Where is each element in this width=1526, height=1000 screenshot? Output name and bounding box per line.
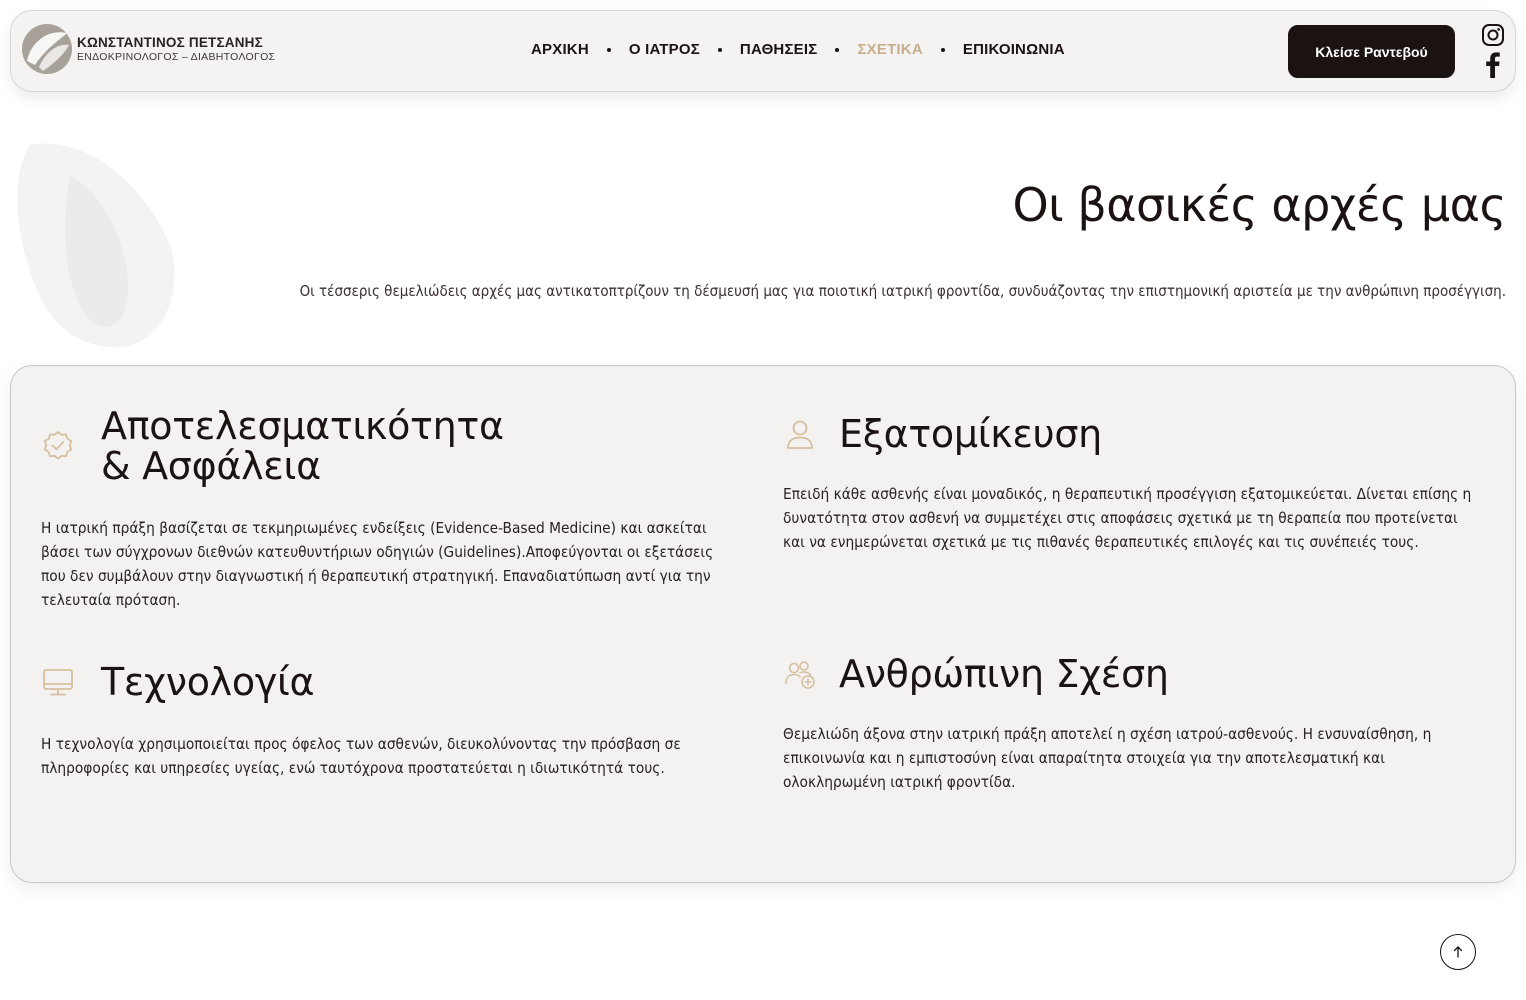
logo[interactable] — [21, 23, 275, 75]
social-links — [1481, 23, 1507, 79]
feature-personalization — [783, 414, 1483, 554]
nav-item-conditions[interactable]: ΠΑΘΗΣΕΙΣ — [739, 41, 818, 58]
nav-item-contact[interactable]: ΕΠΙΚΟΙΝΩΝΙΑ — [962, 41, 1065, 58]
nav-separator — [718, 48, 722, 52]
feature-effectiveness — [41, 406, 741, 612]
logo-name: ΚΩΝΣΤΑΝΤΙΝΟΣ ΠΕΤΣΑΝΗΣ — [77, 34, 263, 50]
logo-subtitle: ΕΝΔΟΚΡΙΝΟΛΟΓΟΣ – ΔΙΑΒΗΤΟΛΟΓΟΣ — [77, 51, 276, 63]
section-title: Οι βασικές αρχές μας — [1012, 178, 1506, 232]
nav-separator — [607, 48, 611, 52]
monitor-icon — [41, 665, 75, 699]
instagram-icon[interactable] — [1481, 23, 1505, 47]
section-subtitle: Οι τέσσερις θεμελιώδεις αρχές μας αντικατοπτρίζουν τη δέσμευσή μας για ποιοτική ιατρική φροντίδα, συνδυάζοντας την επιστημονική αριστεία με την ανθρώπινη προσέγγιση. — [299, 282, 1506, 300]
scroll-to-top-button[interactable] — [1440, 934, 1476, 970]
feature-text: Η τεχνολογία χρησιμοποιείται προς όφελος των ασθενών, διευκολύνοντας την πρόσβαση σε πληροφορίες και υπηρεσίες υγείας, ενώ ταυτόχρονα προστατεύεται η ιδιωτικότητά τους. — [41, 735, 681, 777]
principles-card — [10, 365, 1516, 883]
feature-technology — [41, 662, 741, 780]
users-plus-icon — [783, 657, 817, 691]
feature-human-relationship — [783, 654, 1483, 794]
feature-text: Θεμελιώδη άξονα στην ιατρική πράξη αποτελεί η σχέση ιατρού-ασθενούς. Η ενσυναίσθηση, η επικοινωνία και η εμπιστοσύνη είναι απαραίτητα στοιχεία για την αποτελεσματική και ολοκληρωμένη ιατρική φροντίδα. — [783, 725, 1432, 791]
nav-item-doctor[interactable]: Ο ΙΑΤΡΟΣ — [628, 41, 700, 58]
facebook-icon[interactable] — [1481, 51, 1505, 79]
feature-title: Ανθρώπινη Σχέση — [839, 652, 1169, 696]
feature-title: Τεχνολογία — [101, 660, 315, 704]
feature-title: Αποτελεσματικότητα & Ασφάλεια — [101, 404, 504, 488]
main-nav — [531, 41, 1065, 58]
feature-text: Η ιατρική πράξη βασίζεται σε τεκμηριωμένες ενδείξεις (Evidence-Based Medicine) και ασκείται βάσει των σύγχρονων διεθνών κατευθυντήριων οδηγιών (Guidelines).Αποφεύγονται οι εξετάσεις που δεν συμβάλουν στην διαγνωστική ή θεραπευτική στρατηγική. Επαναδιατύπωση αντί για την τελευταία πρόταση. — [41, 519, 714, 609]
decorative-leaf-icon — [10, 135, 180, 350]
nav-item-home[interactable]: ΑΡΧΙΚΗ — [531, 41, 589, 58]
book-appointment-button[interactable]: Κλείσε Ραντεβού — [1288, 25, 1455, 78]
site-header — [10, 10, 1516, 92]
feature-text: Επειδή κάθε ασθενής είναι μοναδικός, η θεραπευτική προσέγγιση εξατομικεύεται. Δίνεται επίσης η δυνατότητα στον ασθενή να συμμετέχει στις αποφάσεις σχετικά με τη θεραπεία που προτείνεται και να ενημερώνεται σχετικά με τις πιθανές θεραπευτικές επιλογές και τις συνέπειές τους. — [783, 485, 1472, 551]
logo-mark-icon — [21, 23, 73, 75]
nav-separator — [835, 48, 839, 52]
feature-title: Εξατομίκευση — [839, 412, 1102, 456]
nav-item-about[interactable]: ΣΧΕΤΙΚΑ — [857, 41, 923, 58]
badge-check-icon — [41, 429, 75, 463]
nav-separator — [941, 48, 945, 52]
user-icon — [783, 417, 817, 451]
arrow-up-icon — [1451, 945, 1465, 959]
